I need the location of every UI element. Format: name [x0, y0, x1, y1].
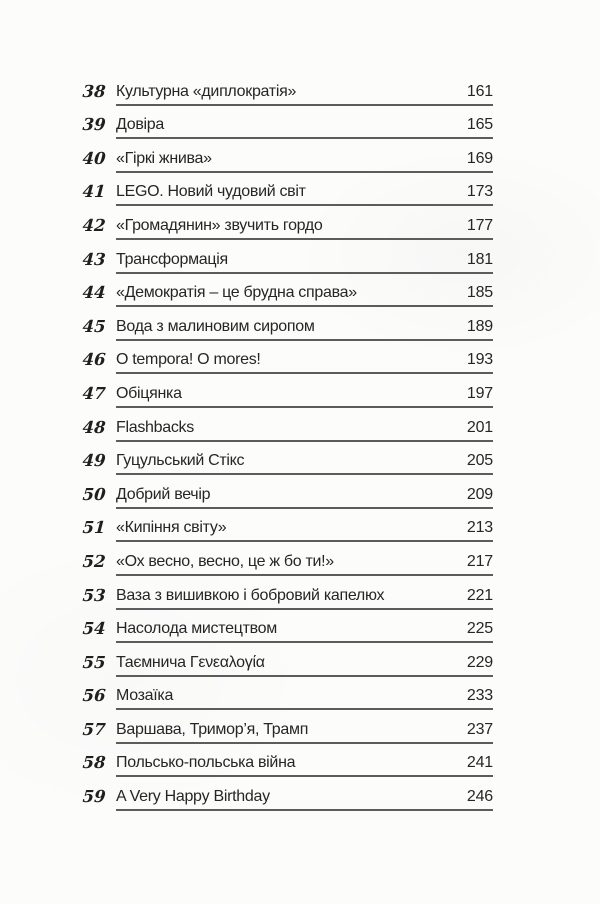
page-number: 217	[466, 552, 493, 570]
chapter-title: A Very Happy Birthday	[116, 788, 270, 806]
toc-row	[80, 341, 493, 375]
page-number: 181	[466, 250, 493, 268]
toc-entry-rule	[116, 251, 493, 274]
page-number: 229	[466, 653, 493, 671]
toc-row	[80, 744, 493, 778]
toc-entry-rule	[116, 587, 493, 610]
page-number: 197	[466, 384, 493, 402]
chapter-title: Довіра	[116, 116, 164, 134]
chapter-number: 55	[82, 652, 107, 672]
toc-entry-rule	[116, 183, 493, 206]
page-number: 205	[466, 452, 493, 470]
toc-row	[80, 106, 493, 140]
chapter-number: 38	[82, 81, 107, 101]
page-number: 213	[466, 519, 493, 537]
chapter-number: 54	[82, 619, 107, 639]
chapter-number: 39	[82, 115, 107, 135]
toc-row	[80, 408, 493, 442]
toc-row	[80, 777, 493, 811]
toc-row	[80, 677, 493, 711]
chapter-number: 41	[82, 182, 107, 202]
toc-entry-rule	[116, 687, 493, 710]
toc-row	[80, 576, 493, 610]
chapter-title: «Ох весно, весно, це ж бо ти!»	[116, 552, 334, 570]
chapter-title: O tempora! O mores!	[116, 351, 261, 369]
chapter-number: 48	[82, 417, 107, 437]
chapter-title: LEGO. Новий чудовий світ	[116, 183, 306, 201]
toc-entry-rule	[116, 419, 493, 442]
chapter-title: Культурна «диплократія»	[116, 82, 297, 100]
toc-row	[80, 173, 493, 207]
chapter-title: Вода з малиновим сиропом	[116, 317, 315, 335]
toc-row	[80, 307, 493, 341]
toc-row	[80, 509, 493, 543]
chapter-number: 59	[82, 787, 107, 807]
chapter-number: 45	[82, 316, 107, 336]
page-number: 221	[466, 586, 493, 604]
chapter-title: Flashbacks	[116, 418, 194, 436]
chapter-number: 47	[82, 383, 107, 403]
page-number: 246	[466, 788, 493, 806]
toc-row	[80, 710, 493, 744]
chapter-title: Обіцянка	[116, 384, 182, 402]
page-number: 189	[466, 317, 493, 335]
toc-row	[80, 475, 493, 509]
chapter-title: Добрий вечір	[116, 485, 211, 503]
page-number: 177	[466, 216, 493, 234]
toc-row	[80, 274, 493, 308]
toc-entry-rule	[116, 654, 493, 677]
chapter-title: Насолода мистецтвом	[116, 620, 277, 638]
chapter-number: 50	[82, 484, 107, 504]
toc-entry-rule	[116, 553, 493, 576]
chapter-title: «Демократія – це брудна справа»	[116, 284, 357, 302]
chapter-number: 58	[82, 753, 107, 773]
chapter-title: Варшава, Тримор’я, Трамп	[116, 720, 309, 738]
toc-entry-rule	[116, 385, 493, 408]
chapter-title: Трансформація	[116, 250, 228, 268]
page-number: 161	[466, 82, 493, 100]
page-number: 193	[466, 351, 493, 369]
toc-entry-rule	[116, 351, 493, 374]
toc-entry-rule	[116, 83, 493, 106]
chapter-number: 49	[82, 451, 107, 471]
chapter-title: Ваза з вишивкою і бобровий капелюх	[116, 586, 385, 604]
page-number: 241	[466, 754, 493, 772]
chapter-title: Мозаїка	[116, 687, 174, 705]
toc-row	[80, 72, 493, 106]
chapter-title: «Гіркі жнива»	[116, 149, 212, 167]
chapter-number: 52	[82, 551, 107, 571]
toc-entry-rule	[116, 721, 493, 744]
chapter-number: 40	[82, 148, 107, 168]
toc-entry-rule	[116, 452, 493, 475]
toc-entry-rule	[116, 486, 493, 509]
toc-row	[80, 374, 493, 408]
page-number: 209	[466, 485, 493, 503]
toc-row	[80, 542, 493, 576]
chapter-number: 53	[82, 585, 107, 605]
toc-entry-rule	[116, 788, 493, 811]
toc-entry-rule	[116, 116, 493, 139]
chapter-title: Гуцульський Стікс	[116, 452, 245, 470]
page-number: 201	[466, 418, 493, 436]
page-number: 233	[466, 687, 493, 705]
page-number: 165	[466, 116, 493, 134]
chapter-title: «Громадянин» звучить гордо	[116, 216, 323, 234]
chapter-title: Таємнича Γενεαλογία	[116, 653, 265, 671]
page-number: 225	[466, 620, 493, 638]
page-number: 169	[466, 149, 493, 167]
toc-row	[80, 206, 493, 240]
chapter-number: 46	[82, 350, 107, 370]
toc-row	[80, 643, 493, 677]
toc-entry-rule	[116, 620, 493, 643]
chapter-number: 56	[82, 686, 107, 706]
page-number: 237	[466, 720, 493, 738]
toc-list	[80, 72, 493, 811]
toc-entry-rule	[116, 217, 493, 240]
toc-entry-rule	[116, 318, 493, 341]
chapter-number: 43	[82, 249, 107, 269]
chapter-number: 51	[82, 518, 107, 538]
chapter-number: 42	[82, 215, 107, 235]
chapter-title: Польсько-польська війна	[116, 754, 296, 772]
chapter-title: «Кипіння світу»	[116, 519, 227, 537]
chapter-number: 44	[82, 283, 107, 303]
toc-entry-rule	[116, 284, 493, 307]
page-number: 185	[466, 284, 493, 302]
toc-entry-rule	[116, 754, 493, 777]
toc-row	[80, 610, 493, 644]
toc-row	[80, 442, 493, 476]
toc-row	[80, 139, 493, 173]
page-number: 173	[466, 183, 493, 201]
toc-entry-rule	[116, 519, 493, 542]
toc-row	[80, 240, 493, 274]
chapter-number: 57	[82, 719, 107, 739]
toc-entry-rule	[116, 150, 493, 173]
